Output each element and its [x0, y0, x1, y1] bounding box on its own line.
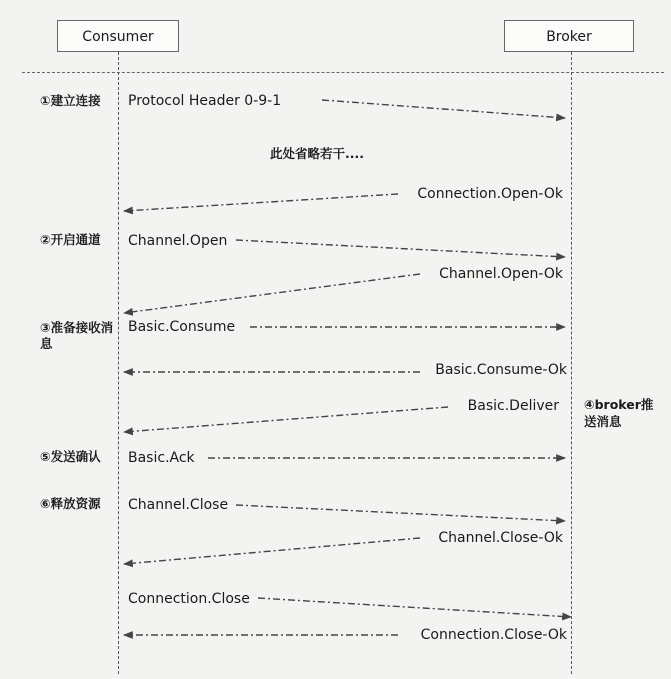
consumer-actor-box: Consumer	[57, 20, 179, 52]
arrow-connection-open-ok	[124, 194, 398, 211]
broker-actor-box: Broker	[504, 20, 634, 52]
arrow-connection-close	[258, 598, 571, 617]
msg-basic-ack: Basic.Ack	[128, 450, 195, 466]
msg-basic-consume: Basic.Consume	[128, 319, 236, 335]
msg-connection-open-ok: Connection.Open-Ok	[417, 186, 563, 202]
msg-basic-deliver: Basic.Deliver	[467, 398, 559, 414]
msg-channel-open-ok: Channel.Open-Ok	[439, 266, 563, 282]
step-4-label: ④broker推送消息	[584, 397, 654, 429]
arrow-protocol-header	[322, 100, 565, 118]
msg-channel-close-ok: Channel.Close-Ok	[438, 530, 563, 546]
step-3-label: ③准备接收消息	[40, 320, 114, 351]
step-6-label: ⑥释放资源	[40, 496, 101, 511]
msg-protocol-header: Protocol Header 0-9-1	[128, 93, 282, 109]
msg-channel-close: Channel.Close	[128, 497, 229, 513]
arrow-basic-deliver	[124, 407, 448, 432]
arrow-channel-open-ok	[124, 274, 420, 313]
step-1-label: ①建立连接	[40, 93, 101, 108]
arrow-channel-close-ok	[124, 538, 420, 564]
step-5-label: ⑤发送确认	[40, 449, 101, 464]
msg-connection-close-ok: Connection.Close-Ok	[420, 627, 567, 643]
msg-basic-consume-ok: Basic.Consume-Ok	[435, 362, 567, 378]
msg-connection-close: Connection.Close	[128, 591, 250, 607]
step-2-label: ②开启通道	[40, 232, 101, 247]
arrow-channel-open	[236, 240, 565, 257]
omitted-note: 此处省略若干....	[270, 146, 364, 161]
arrow-channel-close	[236, 505, 565, 521]
msg-channel-open: Channel.Open	[128, 233, 228, 249]
